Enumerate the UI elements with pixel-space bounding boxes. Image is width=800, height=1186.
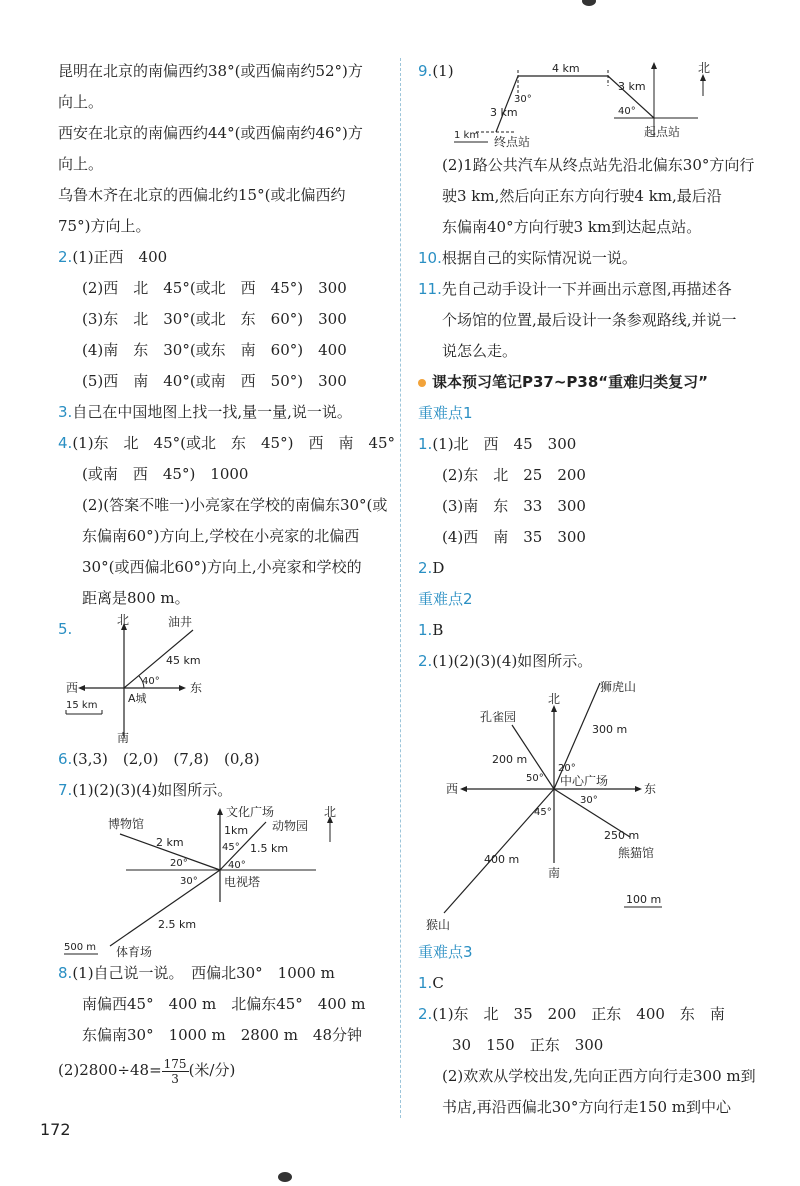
kp1-question-2: 2.D <box>418 559 445 577</box>
key-point-2-title: 重难点2 <box>418 590 473 608</box>
answer-text: 乌鲁木齐在北京的西偏北约15°(或北偏西约 <box>58 186 346 204</box>
answer-text: 向上。 <box>58 93 104 111</box>
label-scale: 100 m <box>626 893 662 906</box>
label-scale: 15 km <box>66 700 98 711</box>
label-culture-square: 文化广场 <box>226 806 275 819</box>
label-250m: 250 m <box>604 829 640 842</box>
label-300m: 300 m <box>592 723 628 736</box>
label-dist-zoo: 1.5 km <box>250 842 289 855</box>
answer-text: 昆明在北京的南偏西约38°(或西偏南约52°)方 <box>58 62 363 80</box>
question-9: 9.(1) 北 终点站 起点站 4 km 3 km 3 km 30° 40° 1 km <box>418 56 763 150</box>
label-museum: 博物馆 <box>108 817 145 831</box>
q7-diagram-wrap <box>58 806 383 958</box>
answer-row: (5)西 南 40°(或南 西 50°) 300 <box>82 372 347 390</box>
answer-text: 个场馆的位置,最后设计一条参观路线,并说一 <box>442 311 737 329</box>
label-scale: 500 m <box>64 942 97 953</box>
label-dist-museum: 2 km <box>156 836 184 849</box>
fraction: $\frac{175}{3}$ <box>163 1056 187 1086</box>
label-terminal: 终点站 <box>494 135 531 149</box>
label-panda-hall: 熊猫馆 <box>618 846 655 860</box>
page-number: 172 <box>40 1120 71 1139</box>
label-angle: 40° <box>142 676 160 687</box>
answer-text: 向上。 <box>58 155 104 173</box>
label-north: 北 <box>548 692 561 706</box>
label-scale: 1 km <box>454 130 480 141</box>
label-south: 南 <box>117 731 130 744</box>
answer-text: 75°)方向上。 <box>58 217 151 235</box>
kp2-diagram-wrap <box>418 677 763 937</box>
answer-text: (2)1路公共汽车从终点站先沿北偏东30°方向行 <box>442 156 755 174</box>
label-tv-tower: 电视塔 <box>224 875 261 889</box>
label-oil-well: 油井 <box>168 615 193 629</box>
kp1-question-1: 1.(1)北 西 45 300 <box>418 435 577 453</box>
label-angle-40: 40° <box>228 860 246 871</box>
label-dist-culture: 1km <box>224 824 249 837</box>
answer-text: 东偏南40°方向行驶3 km到达起点站。 <box>442 218 702 236</box>
answer-text: 南偏西45° 400 m 北偏东45° 400 m <box>82 995 366 1013</box>
label-center-square: 中心广场 <box>560 774 609 788</box>
label-angle-40: 40° <box>618 106 636 117</box>
answer-text: (或南 西 45°) 1000 <box>82 465 249 483</box>
kp2-question-1: 1.B <box>418 621 444 639</box>
answer-text: 东偏南30° 1000 m 2800 m 48分钟 <box>82 1026 363 1044</box>
label-north: 北 <box>117 614 130 627</box>
compass-diagram-q5 <box>58 614 258 744</box>
label-4km: 4 km <box>552 62 580 75</box>
label-west: 西 <box>66 681 79 695</box>
left-column <box>58 56 396 1086</box>
label-angle-30: 30° <box>580 795 598 806</box>
key-point-1-title: 重难点1 <box>418 404 473 422</box>
answer-text: 30°(或西偏北60°)方向上,小亮家和学校的 <box>82 558 362 576</box>
question-3: 3.自己在中国地图上找一找,量一量,说一说。 <box>58 403 352 421</box>
key-point-3-title: 重难点3 <box>418 943 473 961</box>
label-angle-45: 45° <box>534 807 552 818</box>
answer-row: (4)西 南 35 300 <box>442 528 586 546</box>
label-3km-east: 3 km <box>618 80 646 93</box>
section-title: 课本预习笔记P37~P38“重难归类复习” <box>418 367 763 398</box>
answer-row: 30 150 正东 300 <box>452 1036 604 1054</box>
label-peacock-garden: 孔雀园 <box>480 710 517 724</box>
answer-text: 西安在北京的南偏西约44°(或西偏南约46°)方 <box>58 124 363 142</box>
question-4: 4.(1)东 北 45°(或北 东 45°) 西 南 45° <box>58 434 396 452</box>
question-6: 6.(3,3) (2,0) (7,8) (0,8) <box>58 750 260 768</box>
bullet-icon <box>418 379 426 387</box>
answer-text: 驶3 km,然后向正东方向行驶4 km,最后沿 <box>442 187 722 205</box>
answer-text: 东偏南60°)方向上,学校在小亮家的北偏西 <box>82 527 360 545</box>
answer-text: (2)欢欢从学校出发,先向正西方向行走300 m到 <box>442 1067 756 1085</box>
label-monkey-hill: 猴山 <box>426 918 451 932</box>
question-5: 5. 北 南 西 东 油井 A城 45 km 40° 15 km <box>58 614 383 744</box>
label-city-a: A城 <box>128 692 147 705</box>
column-divider <box>400 58 401 1118</box>
right-column <box>418 56 763 1123</box>
binder-ring-bottom <box>278 1172 292 1182</box>
label-200m: 200 m <box>492 753 528 766</box>
label-angle-50: 50° <box>526 773 544 784</box>
question-7: 7.(1)(2)(3)(4)如图所示。 <box>58 781 233 799</box>
label-angle-20: 20° <box>558 763 576 774</box>
answer-row: (4)南 东 30°(或东 南 60°) 400 <box>82 341 347 359</box>
label-start-station: 起点站 <box>644 125 681 139</box>
label-angle-30: 30° <box>180 876 198 887</box>
label-angle-45: 45° <box>222 842 240 853</box>
label-angle-20: 20° <box>170 858 188 869</box>
compass-diagram-zoo <box>418 677 763 937</box>
label-400m: 400 m <box>484 853 520 866</box>
answer-text: 说怎么走。 <box>442 342 518 360</box>
label-east: 东 <box>190 681 203 695</box>
binder-ring-top <box>582 0 596 6</box>
label-west: 西 <box>446 782 459 796</box>
answer-row: (2)西 北 45°(或北 西 45°) 300 <box>82 279 347 297</box>
label-3km-west: 3 km <box>490 106 518 119</box>
label-east: 东 <box>644 782 657 796</box>
label-distance: 45 km <box>166 654 201 667</box>
question-10: 10.根据自己的实际情况说一说。 <box>418 249 637 267</box>
kp2-question-2: 2.(1)(2)(3)(4)如图所示。 <box>418 652 593 670</box>
question-8: 8.(1)自己说一说。 西偏北30° 1000 m <box>58 964 335 982</box>
answer-row: (3)南 东 33 300 <box>442 497 586 515</box>
question-11: 11.先自己动手设计一下并画出示意图,再描述各 <box>418 280 732 298</box>
label-stadium: 体育场 <box>116 945 153 958</box>
answer-text: 书店,再沿西偏北30°方向行走150 m到中心 <box>442 1098 731 1116</box>
label-north: 北 <box>698 61 711 75</box>
answer-fraction-line: (2)2800÷48= $\frac{175}{3}$ (米/分) <box>58 1056 236 1086</box>
question-2: 2.(1)正西 400 <box>58 248 168 266</box>
label-angle-30: 30° <box>514 94 532 105</box>
route-diagram-q9 <box>418 56 758 150</box>
label-north: 北 <box>324 806 337 819</box>
label-dist-stadium: 2.5 km <box>158 918 197 931</box>
compass-diagram-q7 <box>58 806 378 958</box>
answer-text: 距离是800 m。 <box>82 589 190 607</box>
answer-row: (2)东 北 25 200 <box>442 466 586 484</box>
kp3-question-2: 2.(1)东 北 35 200 正东 400 东 南 <box>418 1005 725 1023</box>
label-lion-hill: 狮虎山 <box>600 680 637 694</box>
label-zoo: 动物园 <box>272 819 309 833</box>
label-south: 南 <box>548 866 561 880</box>
answer-text: (2)(答案不唯一)小亮家在学校的南偏东30°(或 <box>82 496 388 514</box>
answer-row: (3)东 北 30°(或北 东 60°) 300 <box>82 310 347 328</box>
kp3-question-1: 1.C <box>418 974 444 992</box>
